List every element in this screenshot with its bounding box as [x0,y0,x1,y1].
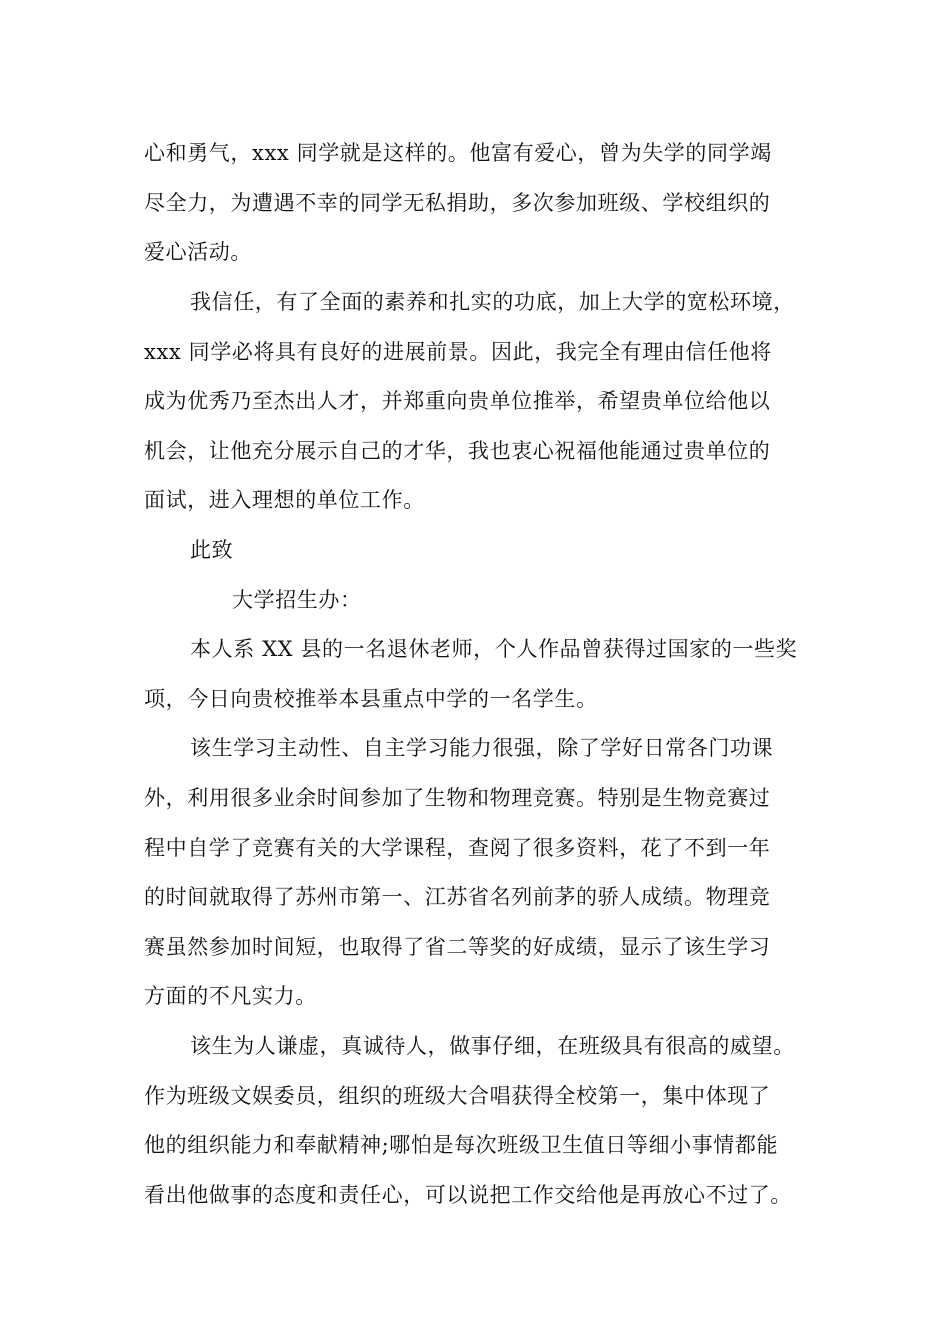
recipient-line: 大学招生办： [232,588,362,612]
text-line-13: 该生学习主动性、自主学习能力很强，除了学好日常各门功课 [190,736,774,760]
text-line-18: 方面的不凡实力。 [144,984,317,1008]
text-line-14: 外，利用很多业余时间参加了生物和物理竞赛。特别是生物竞赛过 [144,786,771,810]
text-line-15: 程中自学了竞赛有关的大学课程，查阅了很多资料，花了不到一年 [144,836,771,860]
text-line-4: 我信任，有了全面的素养和扎实的功底，加上大学的宽松环境， [190,290,795,314]
text-line-22: 看出他做事的态度和责任心，可以说把工作交给他是再放心不过了。 [144,1183,792,1207]
text-line-7: 机会，让他充分展示自己的才华，我也衷心祝福他能通过贵单位的 [144,439,771,463]
text-line-21: 他的组织能力和奉献精神;哪怕是每次班级卫生值日等细小事情都能 [144,1133,779,1157]
text-line-8: 面试，进入理想的单位工作。 [144,488,425,512]
text-line-2: 尽全力，为遭遇不幸的同学无私捐助，多次参加班级、学校组织的 [144,191,771,215]
text-line-11: 本人系 XX 县的一名退休老师，个人作品曾获得过国家的一些奖 [190,637,798,661]
text-line-17: 赛虽然参加时间短，也取得了省二等奖的好成绩，显示了该生学习 [144,935,771,959]
text-line-3: 爱心活动。 [144,240,252,264]
text-line-1: 心和勇气，xxx 同学就是这样的。他富有爱心，曾为失学的同学竭 [144,141,772,165]
text-line-20: 作为班级文娱委员，组织的班级大合唱获得全校第一，集中体现了 [144,1084,771,1108]
text-line-12: 项，今日向贵校推举本县重点中学的一名学生。 [144,687,598,711]
text-line-6: 成为优秀乃至杰出人才，并郑重向贵单位推举，希望贵单位给他以 [144,389,771,413]
text-line-19: 该生为人谦虚，真诚待人，做事仔细，在班级具有很高的威望。 [190,1034,795,1058]
closing-salutation: 此致 [190,538,234,562]
text-line-5: xxx 同学必将具有良好的进展前景。因此，我完全有理由信任他将 [144,340,772,364]
text-line-16: 的时间就取得了苏州市第一、江苏省名列前茅的骄人成绩。物理竞 [144,885,771,909]
